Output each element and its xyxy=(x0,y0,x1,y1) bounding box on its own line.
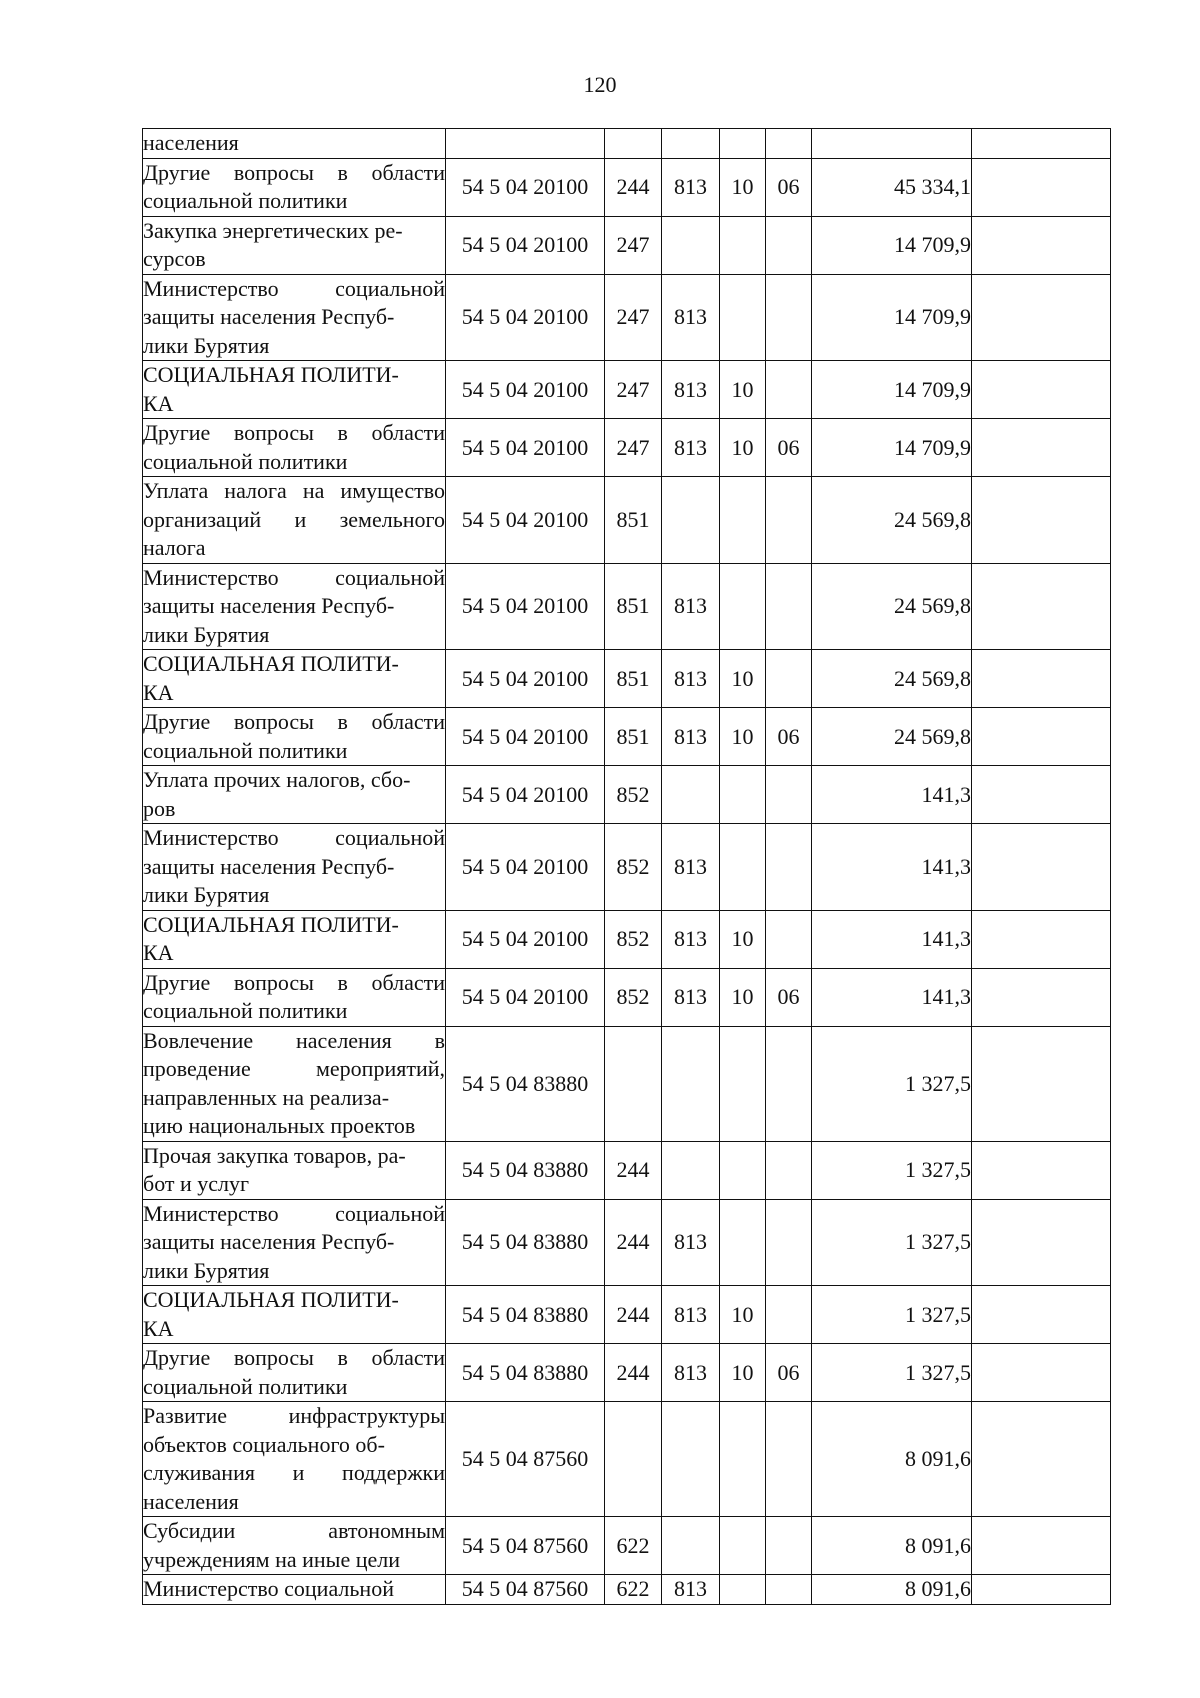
table-row xyxy=(143,563,1111,650)
extra-cell xyxy=(972,1286,1111,1344)
table-row xyxy=(143,1344,1111,1402)
row-name: Уплата прочих налогов, сбо- ров xyxy=(143,766,446,824)
subsection-code: 06 xyxy=(766,1344,812,1402)
row-name: населения xyxy=(143,129,446,159)
target-article-code: 54 5 04 20100 xyxy=(446,910,605,968)
table-row xyxy=(143,274,1111,361)
administrator-code: 813 xyxy=(662,563,720,650)
extra-cell xyxy=(972,1517,1111,1575)
row-name: Прочая закупка товаров, ра- бот и услуг xyxy=(143,1141,446,1199)
amount: 8 091,6 xyxy=(812,1517,972,1575)
administrator-code: 813 xyxy=(662,1575,720,1605)
extra-cell xyxy=(972,824,1111,911)
subsection-code xyxy=(766,1286,812,1344)
table-row xyxy=(143,1402,1111,1517)
administrator-code: 813 xyxy=(662,824,720,911)
budget-table-body xyxy=(143,129,1111,1605)
amount: 8 091,6 xyxy=(812,1575,972,1605)
administrator-code xyxy=(662,216,720,274)
row-name: Другие вопросы в области социальной политики xyxy=(143,419,446,477)
section-code: 10 xyxy=(720,708,766,766)
subsection-code xyxy=(766,1141,812,1199)
subsection-code xyxy=(766,1402,812,1517)
section-code xyxy=(720,274,766,361)
amount: 8 091,6 xyxy=(812,1402,972,1517)
extra-cell xyxy=(972,361,1111,419)
section-code xyxy=(720,563,766,650)
section-code: 10 xyxy=(720,158,766,216)
amount: 14 709,9 xyxy=(812,216,972,274)
section-code xyxy=(720,216,766,274)
subsection-code xyxy=(766,563,812,650)
row-name: Министерство социальной защиты населения Респуб- лики Бурятия xyxy=(143,274,446,361)
amount: 1 327,5 xyxy=(812,1141,972,1199)
row-name: Другие вопросы в области социальной политики xyxy=(143,158,446,216)
subsection-code xyxy=(766,1199,812,1286)
subsection-code xyxy=(766,477,812,564)
extra-cell xyxy=(972,1402,1111,1517)
expense-type-code: 852 xyxy=(605,766,662,824)
amount: 24 569,8 xyxy=(812,650,972,708)
amount: 24 569,8 xyxy=(812,708,972,766)
target-article-code: 54 5 04 20100 xyxy=(446,650,605,708)
amount: 24 569,8 xyxy=(812,563,972,650)
target-article-code: 54 5 04 20100 xyxy=(446,477,605,564)
amount: 45 334,1 xyxy=(812,158,972,216)
expense-type-code: 244 xyxy=(605,1286,662,1344)
extra-cell xyxy=(972,708,1111,766)
amount: 14 709,9 xyxy=(812,361,972,419)
extra-cell xyxy=(972,216,1111,274)
subsection-code xyxy=(766,1026,812,1141)
section-code xyxy=(720,1575,766,1605)
administrator-code: 813 xyxy=(662,1199,720,1286)
subsection-code xyxy=(766,910,812,968)
row-name: СОЦИАЛЬНАЯ ПОЛИТИ- КА xyxy=(143,1286,446,1344)
section-code: 10 xyxy=(720,1286,766,1344)
target-article-code: 54 5 04 83880 xyxy=(446,1199,605,1286)
section-code xyxy=(720,477,766,564)
row-name: Развитие инфраструктуры объектов социального об- служивания и поддержки населения xyxy=(143,1402,446,1517)
extra-cell xyxy=(972,129,1111,159)
table-row xyxy=(143,708,1111,766)
expense-type-code: 247 xyxy=(605,361,662,419)
table-row xyxy=(143,1575,1111,1605)
extra-cell xyxy=(972,477,1111,564)
amount: 14 709,9 xyxy=(812,419,972,477)
administrator-code: 813 xyxy=(662,361,720,419)
target-article-code: 54 5 04 20100 xyxy=(446,216,605,274)
expense-type-code: 851 xyxy=(605,477,662,564)
target-article-code: 54 5 04 20100 xyxy=(446,419,605,477)
subsection-code xyxy=(766,824,812,911)
amount: 141,3 xyxy=(812,766,972,824)
extra-cell xyxy=(972,650,1111,708)
expense-type-code: 851 xyxy=(605,650,662,708)
table-row xyxy=(143,419,1111,477)
table-row xyxy=(143,361,1111,419)
expense-type-code: 247 xyxy=(605,419,662,477)
target-article-code: 54 5 04 83880 xyxy=(446,1026,605,1141)
section-code: 10 xyxy=(720,419,766,477)
amount: 1 327,5 xyxy=(812,1286,972,1344)
target-article-code: 54 5 04 20100 xyxy=(446,968,605,1026)
table-row xyxy=(143,129,1111,159)
table-row xyxy=(143,824,1111,911)
expense-type-code: 247 xyxy=(605,274,662,361)
administrator-code: 813 xyxy=(662,1344,720,1402)
page-number: 120 xyxy=(583,72,617,97)
expense-type-code: 244 xyxy=(605,1141,662,1199)
target-article-code: 54 5 04 20100 xyxy=(446,824,605,911)
row-name: Вовлечение населения в проведение мероприятий, направленных на реализа- цию национальных проектов xyxy=(143,1026,446,1141)
extra-cell xyxy=(972,1344,1111,1402)
row-name: Другие вопросы в области социальной политики xyxy=(143,1344,446,1402)
section-code xyxy=(720,1517,766,1575)
table-row xyxy=(143,1199,1111,1286)
section-code: 10 xyxy=(720,968,766,1026)
expense-type-code: 247 xyxy=(605,216,662,274)
row-name: Министерство социальной xyxy=(143,1575,446,1605)
extra-cell xyxy=(972,968,1111,1026)
administrator-code: 813 xyxy=(662,650,720,708)
row-name: Субсидии автономным учреждениям на иные цели xyxy=(143,1517,446,1575)
administrator-code xyxy=(662,129,720,159)
extra-cell xyxy=(972,766,1111,824)
amount: 1 327,5 xyxy=(812,1199,972,1286)
section-code xyxy=(720,1402,766,1517)
table-row xyxy=(143,1286,1111,1344)
row-name: Министерство социальной защиты населения Респуб- лики Бурятия xyxy=(143,563,446,650)
target-article-code: 54 5 04 20100 xyxy=(446,274,605,361)
extra-cell xyxy=(972,563,1111,650)
table-row xyxy=(143,910,1111,968)
subsection-code xyxy=(766,650,812,708)
target-article-code: 54 5 04 87560 xyxy=(446,1517,605,1575)
subsection-code xyxy=(766,1575,812,1605)
section-code: 10 xyxy=(720,910,766,968)
expense-type-code: 244 xyxy=(605,1199,662,1286)
extra-cell xyxy=(972,274,1111,361)
administrator-code: 813 xyxy=(662,910,720,968)
extra-cell xyxy=(972,910,1111,968)
table-row xyxy=(143,216,1111,274)
section-code: 10 xyxy=(720,361,766,419)
subsection-code: 06 xyxy=(766,968,812,1026)
section-code xyxy=(720,1199,766,1286)
row-name: СОЦИАЛЬНАЯ ПОЛИТИ- КА xyxy=(143,650,446,708)
section-code xyxy=(720,766,766,824)
administrator-code: 813 xyxy=(662,158,720,216)
target-article-code: 54 5 04 20100 xyxy=(446,766,605,824)
subsection-code xyxy=(766,216,812,274)
target-article-code: 54 5 04 20100 xyxy=(446,361,605,419)
subsection-code xyxy=(766,1517,812,1575)
row-name: СОЦИАЛЬНАЯ ПОЛИТИ- КА xyxy=(143,910,446,968)
amount: 141,3 xyxy=(812,910,972,968)
subsection-code: 06 xyxy=(766,158,812,216)
amount: 141,3 xyxy=(812,968,972,1026)
subsection-code xyxy=(766,766,812,824)
target-article-code: 54 5 04 83880 xyxy=(446,1141,605,1199)
expense-type-code xyxy=(605,1026,662,1141)
expense-type-code: 244 xyxy=(605,158,662,216)
administrator-code xyxy=(662,1026,720,1141)
table-row xyxy=(143,1517,1111,1575)
target-article-code: 54 5 04 20100 xyxy=(446,158,605,216)
table-row xyxy=(143,1026,1111,1141)
subsection-code xyxy=(766,274,812,361)
section-code xyxy=(720,1141,766,1199)
table-row xyxy=(143,650,1111,708)
extra-cell xyxy=(972,1026,1111,1141)
row-name: Министерство социальной защиты населения Респуб- лики Бурятия xyxy=(143,1199,446,1286)
subsection-code xyxy=(766,129,812,159)
administrator-code: 813 xyxy=(662,1286,720,1344)
administrator-code xyxy=(662,477,720,564)
subsection-code xyxy=(766,361,812,419)
extra-cell xyxy=(972,158,1111,216)
target-article-code: 54 5 04 87560 xyxy=(446,1575,605,1605)
section-code xyxy=(720,824,766,911)
row-name: Другие вопросы в области социальной политики xyxy=(143,708,446,766)
extra-cell xyxy=(972,1141,1111,1199)
administrator-code: 813 xyxy=(662,708,720,766)
subsection-code: 06 xyxy=(766,708,812,766)
expense-type-code: 622 xyxy=(605,1517,662,1575)
amount: 1 327,5 xyxy=(812,1344,972,1402)
section-code xyxy=(720,1026,766,1141)
administrator-code xyxy=(662,1517,720,1575)
expense-type-code: 851 xyxy=(605,563,662,650)
administrator-code xyxy=(662,766,720,824)
administrator-code xyxy=(662,1141,720,1199)
table-row xyxy=(143,1141,1111,1199)
target-article-code: 54 5 04 83880 xyxy=(446,1286,605,1344)
row-name: СОЦИАЛЬНАЯ ПОЛИТИ- КА xyxy=(143,361,446,419)
amount: 24 569,8 xyxy=(812,477,972,564)
extra-cell xyxy=(972,419,1111,477)
expense-type-code: 852 xyxy=(605,968,662,1026)
expense-type-code: 852 xyxy=(605,824,662,911)
section-code xyxy=(720,129,766,159)
target-article-code: 54 5 04 20100 xyxy=(446,563,605,650)
amount xyxy=(812,129,972,159)
expense-type-code xyxy=(605,129,662,159)
administrator-code: 813 xyxy=(662,968,720,1026)
target-article-code xyxy=(446,129,605,159)
row-name: Другие вопросы в области социальной политики xyxy=(143,968,446,1026)
row-name: Закупка энергетических ре- сурсов xyxy=(143,216,446,274)
administrator-code: 813 xyxy=(662,274,720,361)
target-article-code: 54 5 04 83880 xyxy=(446,1344,605,1402)
table-row xyxy=(143,968,1111,1026)
target-article-code: 54 5 04 87560 xyxy=(446,1402,605,1517)
section-code: 10 xyxy=(720,650,766,708)
extra-cell xyxy=(972,1575,1111,1605)
section-code: 10 xyxy=(720,1344,766,1402)
table-row xyxy=(143,477,1111,564)
row-name: Уплата налога на имущество организаций и земельного налога xyxy=(143,477,446,564)
expense-type-code: 852 xyxy=(605,910,662,968)
extra-cell xyxy=(972,1199,1111,1286)
amount: 141,3 xyxy=(812,824,972,911)
expense-type-code: 851 xyxy=(605,708,662,766)
budget-table xyxy=(142,128,1111,1605)
expense-type-code: 244 xyxy=(605,1344,662,1402)
amount: 1 327,5 xyxy=(812,1026,972,1141)
table-row xyxy=(143,766,1111,824)
target-article-code: 54 5 04 20100 xyxy=(446,708,605,766)
administrator-code xyxy=(662,1402,720,1517)
expense-type-code: 622 xyxy=(605,1575,662,1605)
expense-type-code xyxy=(605,1402,662,1517)
subsection-code: 06 xyxy=(766,419,812,477)
table-row xyxy=(143,158,1111,216)
amount: 14 709,9 xyxy=(812,274,972,361)
administrator-code: 813 xyxy=(662,419,720,477)
row-name: Министерство социальной защиты населения Респуб- лики Бурятия xyxy=(143,824,446,911)
